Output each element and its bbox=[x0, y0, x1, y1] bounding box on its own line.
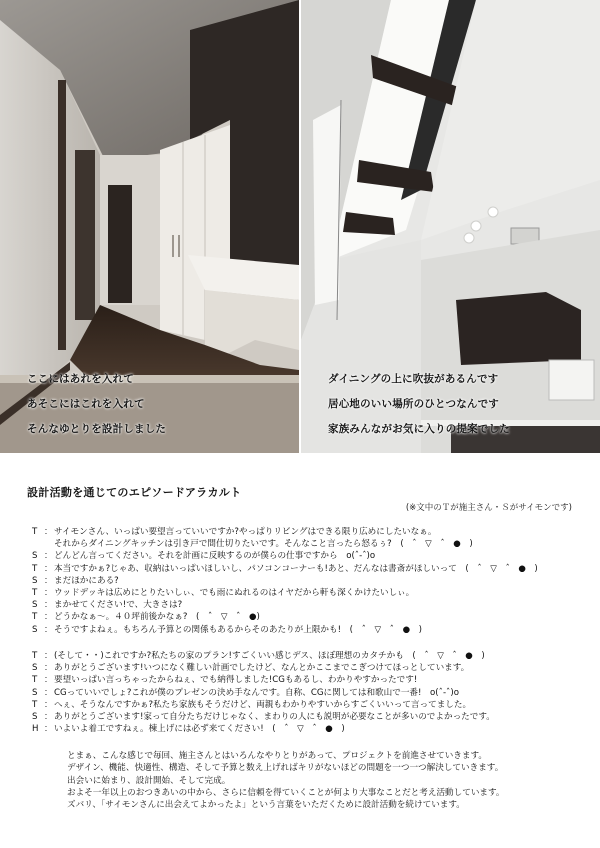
closing-paragraph bbox=[67, 750, 505, 811]
speaker-separator: ： bbox=[44, 675, 53, 686]
dialog-line bbox=[32, 611, 577, 623]
dialog-text: ウッドデッキは広めにとりたいしぃ、でも雨にぬれるのはイヤだから軒も深くかけたいしぃ。 bbox=[54, 588, 415, 599]
dialog-text: そうですよねぇ。もちろん予算との関係もあるからそのあたりが上限かも! ( ˆ ▽ ˆ ● ) bbox=[54, 624, 423, 635]
dialog-line bbox=[32, 575, 577, 587]
speaker-separator: ： bbox=[44, 527, 53, 537]
dialog-text: CGっていいでしょ?これが僕のプレゼンの決め手なんです。自称、CGに関しては和歌山で一番! o(ˆ-ˆ)o bbox=[54, 687, 459, 698]
speaker-label: T bbox=[32, 588, 38, 599]
speaker-separator: ： bbox=[44, 699, 53, 710]
speaker-label: T bbox=[32, 651, 38, 661]
dialog-line bbox=[32, 662, 577, 674]
speaker-label: S bbox=[32, 712, 38, 723]
dialog-line bbox=[32, 711, 577, 723]
speaker-label: T bbox=[32, 612, 38, 623]
speaker-label: S bbox=[32, 551, 38, 562]
speaker-separator: ： bbox=[44, 612, 53, 623]
dialog-line bbox=[32, 587, 577, 599]
speaker-separator: ： bbox=[44, 563, 53, 574]
dialog-line bbox=[32, 699, 577, 711]
dialog-text: (そして・・)これですか?私たちの家のプラン!すごくいい感じデス、ほぼ理想のカタチかも ( ˆ ▽ ˆ ● ) bbox=[54, 651, 485, 661]
dialog-line bbox=[32, 599, 577, 611]
closing-line: およそ一年以上のおつきあいの中から、さらに信頼を得ていくことが何より大事なことだと考え活動しています。 bbox=[67, 787, 505, 798]
speaker-separator: ： bbox=[44, 551, 53, 562]
speaker-label: T bbox=[32, 527, 38, 537]
article-title: 設計活動を通じてのエピソードアラカルト bbox=[27, 486, 242, 499]
dialog-text: サイモンさん、いっぱい要望言っていいですか?やっぱりリビングはできる限り広めにしたいなぁ。 bbox=[54, 527, 437, 537]
speaker-separator: ： bbox=[44, 687, 53, 698]
dialog-line bbox=[32, 723, 577, 735]
dialog-line bbox=[32, 563, 577, 575]
speaker-separator: ： bbox=[44, 724, 53, 735]
dialog-line bbox=[32, 550, 577, 562]
dialog-line bbox=[32, 624, 577, 636]
left-photo-caption bbox=[27, 367, 166, 442]
caption-line: そんなゆとりを設計しました bbox=[27, 423, 167, 435]
speaker-separator: ： bbox=[44, 663, 53, 674]
speaker-legend-note: (※文中のＴが施主さん・Ｓがサイモンです) bbox=[405, 503, 572, 513]
speaker-label: H bbox=[32, 724, 39, 735]
speaker-separator: ： bbox=[44, 651, 53, 661]
dialog-text: どうかなぁ〜。４０坪前後かなぁ? ( ˆ ▽ ˆ ●) bbox=[54, 612, 260, 623]
dialog-text: 要望いっぱい言っちゃったからねぇ、でも納得しました!CGもあるし、わかりやすかったです! bbox=[54, 675, 418, 686]
speaker-label: S bbox=[32, 687, 38, 698]
speaker-separator: ： bbox=[44, 712, 53, 723]
speaker-label: S bbox=[32, 600, 38, 611]
dialog-line bbox=[32, 650, 577, 662]
dialog-text: 本当ですかぁ?じゃあ、収納はいっぱいほしいし、パソコンコーナーも!あと、だんなは書斎がほしいって ( ˆ ▽ ˆ ● ) bbox=[54, 563, 538, 574]
dialog-text: どんどん言ってください。それを計画に反映するのが僕らの仕事ですから o(ˆ-ˆ)o bbox=[54, 551, 376, 562]
speaker-label: T bbox=[32, 563, 38, 574]
closing-line: デザイン、機能、快適性、構造、そして予算と数え上げればキリがないほどの問題を一つ一つ解決していきます。 bbox=[67, 763, 504, 774]
speaker-label: T bbox=[32, 675, 38, 686]
speaker-separator: ： bbox=[44, 588, 53, 599]
dialog-text: まかせてください!で、大きさは? bbox=[54, 600, 183, 611]
speaker-separator: ： bbox=[44, 575, 53, 586]
dialog-text: へぇ、そうなんですかぁ?私たち家族もそうだけど、両親もわかりやすいからすごくいいって言ってました。 bbox=[54, 699, 472, 710]
dialog-text: いよいよ着工ですねぇ。棟上げには必ず来てください! ( ˆ ▽ ˆ ● ) bbox=[54, 724, 345, 735]
caption-line: ダイニングの上に吹抜があるんです bbox=[328, 373, 499, 385]
closing-line: 出会いに始まり、設計開始、そして完成。 bbox=[67, 775, 231, 786]
dialog-text: ありがとうございます!家って自分たちだけじゃなく、まわりの人にも説明が必要なことが多いのでよかったです。 bbox=[54, 712, 495, 723]
speaker-label: T bbox=[32, 699, 38, 710]
dialog-line bbox=[32, 674, 577, 686]
dialog-text: まだほかにある? bbox=[54, 575, 119, 586]
speaker-separator: ： bbox=[44, 600, 53, 611]
speaker-separator: ： bbox=[44, 624, 53, 635]
caption-line: ここにはあれを入れて bbox=[27, 373, 134, 385]
dialog-line bbox=[32, 687, 577, 699]
caption-line: あそこにはこれを入れて bbox=[27, 398, 145, 410]
caption-line: 居心地のいい場所のひとつなんです bbox=[328, 398, 499, 410]
dialog-block-proposal bbox=[32, 650, 577, 735]
speaker-label: S bbox=[32, 575, 38, 586]
dialog-line bbox=[32, 526, 577, 538]
speaker-label: S bbox=[32, 663, 38, 674]
speaker-label: S bbox=[32, 624, 38, 635]
dialog-text: ありがとうございます!いつになく難しい計画でしたけど、なんとかここまでこぎつけてほっとしています。 bbox=[54, 663, 470, 674]
dialog-block-planning bbox=[32, 526, 577, 636]
caption-line: 家族みんながお気に入りの提案でした bbox=[328, 423, 510, 435]
right-photo-caption bbox=[328, 367, 510, 442]
dialog-line-continuation: それからダイニングキッチンは引き戸で間仕切りたいです。そんなこと言ったら怒るぅ? ( ˆ ▽ ˆ ● ) bbox=[54, 539, 473, 550]
closing-line: ズバリ、「サイモンさんに出会えてよかったよ」という言葉をいただくために設計活動を続けています。 bbox=[67, 800, 465, 811]
closing-line: とまぁ、こんな感じで毎回、施主さんとはいろんなやりとりがあって、プロジェクトを前進させていきます。 bbox=[67, 751, 487, 761]
